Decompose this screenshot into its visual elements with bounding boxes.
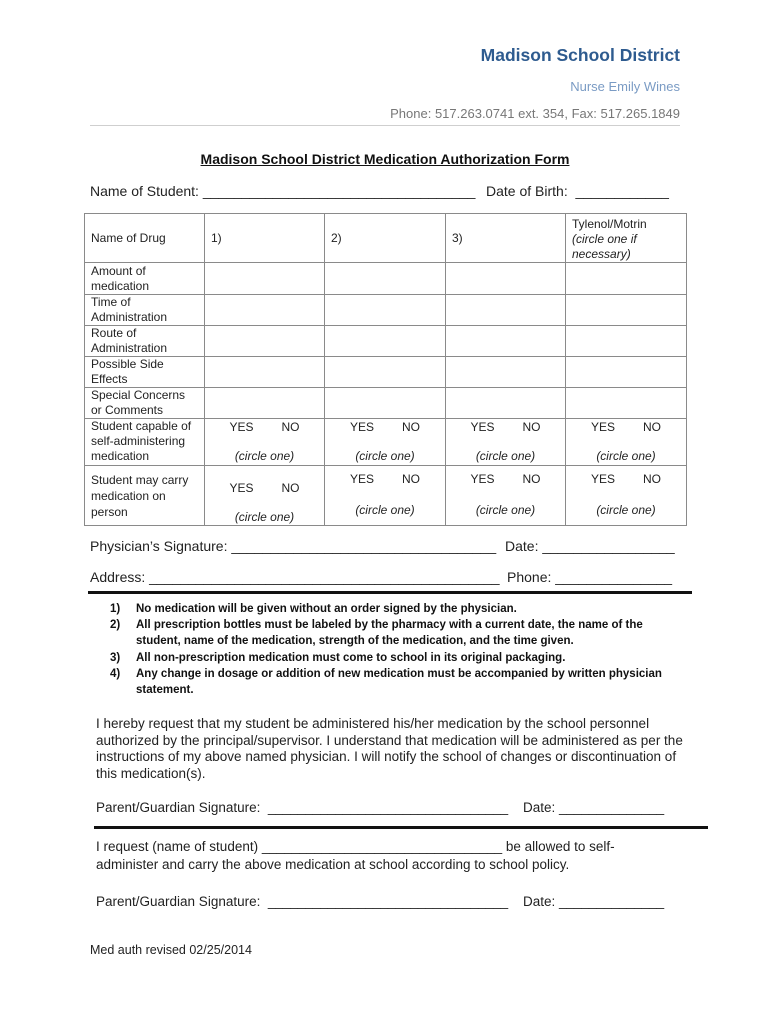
- carry-choice-4: [566, 466, 687, 526]
- drug-name-label: Name of Drug: [85, 214, 205, 263]
- amount-label-line1: Amount of: [91, 264, 146, 278]
- no-option[interactable]: NO: [643, 472, 661, 486]
- special-concerns-cell-3[interactable]: [446, 388, 566, 419]
- parent-date-field-1[interactable]: Date: ______________: [523, 800, 665, 815]
- yes-option[interactable]: YES: [349, 472, 374, 486]
- special-concerns-cell-4[interactable]: [566, 388, 687, 419]
- self-administer-choice-2: [325, 419, 446, 466]
- no-option[interactable]: NO: [281, 481, 300, 495]
- route-label-line1: Route of: [91, 326, 137, 340]
- rule-number: 4): [110, 667, 121, 680]
- no-option[interactable]: NO: [522, 472, 541, 486]
- yes-option[interactable]: YES: [229, 420, 254, 434]
- carry-choice-1: [205, 466, 325, 526]
- self-administer-paragraph: I request (name of student) ________________________________ be allowed to self-administer and carry the above medication at school according to school policy.: [96, 839, 615, 872]
- tylenol-motrin-label: Tylenol/Motrin: [572, 217, 647, 231]
- side-effects-label: [85, 357, 205, 388]
- physician-date-field[interactable]: Date: _________________: [505, 538, 675, 554]
- no-option[interactable]: NO: [402, 472, 420, 486]
- route-label-line2: Administration: [91, 341, 168, 355]
- route-label: [85, 326, 205, 357]
- circle-one-note: (circle one): [355, 449, 415, 463]
- time-cell-2[interactable]: [325, 295, 446, 326]
- drug-1-cell[interactable]: 1): [205, 214, 325, 263]
- drug-4-header: [566, 214, 687, 263]
- physician-signature-field[interactable]: Physician’s Signature: __________________________________: [90, 538, 497, 554]
- no-option[interactable]: NO: [402, 420, 420, 434]
- carry-choice-3: [446, 466, 566, 526]
- self-administer-label-line1: Student capable of: [91, 419, 192, 433]
- rules-list: [110, 601, 670, 698]
- revision-footer: Med auth revised 02/25/2014: [90, 943, 252, 957]
- self-administer-row: [85, 419, 687, 466]
- form-title: Madison School District Medication Authorization Form: [200, 151, 570, 167]
- header-divider: [90, 125, 680, 126]
- self-administer-label: [85, 419, 205, 466]
- no-option[interactable]: NO: [522, 420, 541, 434]
- time-cell-4[interactable]: [566, 295, 687, 326]
- circle-one-note: (circle one): [596, 449, 656, 463]
- address-field[interactable]: Address: _____________________________________________: [90, 569, 500, 585]
- parent-signature-field-1[interactable]: Parent/Guardian Signature: ________________________________: [96, 800, 509, 815]
- circle-one-note: (circle one): [596, 503, 656, 517]
- rule-item: [110, 617, 670, 649]
- time-label-line1: Time of: [91, 295, 131, 309]
- side-effects-label-line2: Effects: [91, 372, 128, 386]
- self-administer-label-line2: self-administering: [91, 434, 186, 448]
- yes-option[interactable]: YES: [349, 420, 374, 434]
- rule-text: All non-prescription medication must come to school in its original packaging.: [136, 651, 566, 664]
- drug-name-row: [85, 214, 687, 263]
- special-concerns-cell-2[interactable]: [325, 388, 446, 419]
- yes-option[interactable]: YES: [590, 472, 615, 486]
- nurse-name: Nurse Emily Wines: [570, 79, 680, 94]
- request-paragraph: I hereby request that my student be administered his/her medication by the school personnel authorized by the principal/supervisor. I understand that medication will be administered as per the instructions of my above named physician. I will notify the school of changes or discontinuation of this medication(s).: [96, 716, 683, 781]
- route-cell-2[interactable]: [325, 326, 446, 357]
- self-administer-choice-4: [566, 419, 687, 466]
- carry-choice-2: [325, 466, 446, 526]
- amount-cell-2[interactable]: [325, 263, 446, 295]
- special-concerns-label-line1: Special Concerns: [91, 388, 186, 402]
- amount-label: [85, 263, 205, 295]
- carry-label-line3: person: [91, 505, 128, 519]
- route-cell-1[interactable]: [205, 326, 325, 357]
- phone-field[interactable]: Phone: _______________: [507, 569, 673, 585]
- carry-label-line2: medication on: [91, 489, 166, 503]
- rule-text: No medication will be given without an order signed by the physician.: [136, 603, 517, 615]
- rule-item: [110, 650, 670, 666]
- drug-2-cell[interactable]: 2): [325, 214, 446, 263]
- circle-note-line1: (circle one if: [572, 232, 637, 246]
- special-concerns-row: [85, 388, 687, 419]
- no-option[interactable]: NO: [643, 420, 661, 434]
- date-of-birth-field[interactable]: Date of Birth: ____________: [486, 183, 669, 199]
- side-effects-label-line1: Possible Side: [91, 357, 164, 371]
- special-concerns-label: [85, 388, 205, 419]
- circle-one-note: (circle one): [355, 503, 415, 517]
- amount-cell-1[interactable]: [205, 263, 325, 295]
- side-effects-cell-1[interactable]: [205, 357, 325, 388]
- self-administer-choice-1: [205, 419, 325, 466]
- side-effects-cell-3[interactable]: [446, 357, 566, 388]
- special-concerns-label-line2: or Comments: [91, 403, 164, 417]
- yes-option[interactable]: YES: [229, 481, 254, 495]
- rule-number: 2): [110, 619, 121, 632]
- time-cell-1[interactable]: [205, 295, 325, 326]
- drug-3-cell[interactable]: 3): [446, 214, 566, 263]
- section-divider: [88, 591, 692, 594]
- self-administer-choice-3: [446, 419, 566, 466]
- circle-note-line2: necessary): [572, 247, 631, 261]
- amount-row: [85, 263, 687, 295]
- rule-text: Any change in dosage or addition of new medication must be accompanied by written physician statement.: [136, 667, 662, 697]
- contact-phone-fax: Phone: 517.263.0741 ext. 354, Fax: 517.265.1849: [390, 106, 680, 121]
- rule-number: 1): [110, 603, 121, 615]
- route-cell-3[interactable]: [446, 326, 566, 357]
- rule-text: All prescription bottles must be labeled by the pharmacy with a current date, the name of the student, name of the medication, strength of the medication, and the time given.: [136, 619, 643, 648]
- circle-one-note: (circle one): [234, 449, 295, 463]
- side-effects-cell-2[interactable]: [325, 357, 446, 388]
- yes-option[interactable]: YES: [470, 472, 495, 486]
- district-title: Madison School District: [480, 45, 680, 65]
- amount-cell-4[interactable]: [566, 263, 687, 295]
- carry-medication-label: [85, 466, 205, 526]
- route-row: [85, 326, 687, 357]
- carry-medication-row: [85, 466, 687, 526]
- amount-cell-3[interactable]: [446, 263, 566, 295]
- parent-date-field-2[interactable]: Date: ______________: [523, 894, 665, 909]
- amount-label-line2: medication: [91, 279, 150, 293]
- time-row: [85, 295, 687, 326]
- parent-signature-field-2[interactable]: Parent/Guardian Signature: ________________________________: [96, 894, 509, 909]
- section-divider: [94, 826, 708, 829]
- side-effects-cell-4[interactable]: [566, 357, 687, 388]
- special-concerns-cell-1[interactable]: [205, 388, 325, 419]
- time-cell-3[interactable]: [446, 295, 566, 326]
- side-effects-row: [85, 357, 687, 388]
- circle-one-note: (circle one): [234, 510, 295, 524]
- time-label-line2: Administration: [91, 310, 168, 324]
- route-cell-4[interactable]: [566, 326, 687, 357]
- yes-option[interactable]: YES: [470, 420, 495, 434]
- yes-option[interactable]: YES: [590, 420, 615, 434]
- student-name-field[interactable]: Name of Student: ___________________________________: [90, 183, 476, 199]
- rule-item: [110, 601, 670, 617]
- medication-table: [84, 213, 687, 526]
- no-option[interactable]: NO: [281, 420, 300, 434]
- carry-label-line1: Student may carry: [91, 473, 189, 487]
- self-administer-label-line3: medication: [91, 449, 150, 463]
- rule-item: [110, 666, 670, 698]
- time-label: [85, 295, 205, 326]
- circle-one-note: (circle one): [475, 449, 536, 463]
- rule-number: 3): [110, 651, 121, 664]
- circle-one-note: (circle one): [475, 503, 536, 517]
